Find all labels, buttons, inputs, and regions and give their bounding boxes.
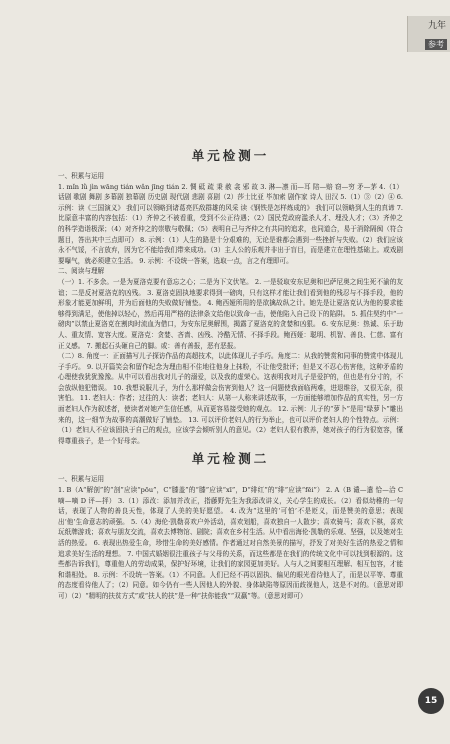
corner-tab xyxy=(407,16,450,52)
page-number-badge: 15 xyxy=(418,688,444,714)
unit1-section2-heading: 二、阅读与理解 xyxy=(58,267,105,276)
page-content xyxy=(58,40,403,602)
corner-tab-bottom: 参考 xyxy=(425,39,447,50)
unit1-section1-text: 1. mǐn lǜ jìn wāng tián wǎn jīng tián 2. 惆 砥 疏 秉 赦 衾 邪 故 3. 淋—凛 而—耳 陪—赔 窃—穷 矛—茅 4.（1）话剧 歌剧 舞剧 多幕剧 独幕剧 历史剧 现代剧 悲剧 喜剧（2）莎士比亚 毕加索 剧作家 诗人 田汉 5.（1）③（2）④ 6. 示例：读《三国演义》 我们可以领略到诸葛亮匹敌群雄的风采 读《钢铁是怎样炼成的》 我们可以领略到人生的真谛 7. 比原意丰富的内容包括：（1）齐仲之不被看重，受到不公正待遇；（2）国民党政府滥杀人才、埋没人才；（3）齐仲之的科学造诣极深；（4）对齐仲之的崇敬与敬佩；（5）表明自己与齐仲之有共同的追求，也同道合，易于消除隔阂（符合题目，答出其中三点即可） 8. 示例：（1）人生的路是十分艰难的，无论是谁都会遇到一些挫折与失败。（2）我们应该永不气馁，不言放弃，因为它不能给我们带来成功。（3）主人公的乐观并非出于盲目，而是建立在理性基础上。或戏剧要曝气，就必须建立生活。 9. 示例：不设统一答案，选取一点，言之有理即可。 xyxy=(58,182,403,265)
unit1-reading-part2: （二）8. 角度一：正面描写儿子探访作品的高超技术，以此体现儿子手巧。角度二：从我的赞赏和同事的赞赏中体现儿子手巧。 9. 以开篇笑会和留作纪念为理由相不住地往他身上抹粉，不让他受批评；但是又不忍心伤害他，这种矛盾的心理使我犹犹豫豫。从中可以看出我对儿子的溺爱，以及我的虚荣心。这表明我对儿子是爱护的，但也是有分寸的，不会放纵他犯错误。 10. 我想说服儿子，为什么那样做会伤害到他人？这一问题使我面临两难，进退维谷，又很无奈，很害怕。 11. 老妇人：作者；过往的人：读者；老妇人：从第一人称来讲述故事，一方面能够增加作品的真实性，另一方面老妇人作为叙述者，使读者对她产生信任感，从而更容易接受她的观点。 12. 示例：儿子的“萝卜”是用“绿萝卜”雕出来的，这一细节为故事的高潮做好了铺垫。 13. 可以评价老妇人的行为举止，也可以评价老妇人的个性特点。示例：（1）老妇人不应该固执于自己的观点，应该学会倾听别人的意见。（2）老妇人很有教养，她对孩子的行为很宽容，懂得尊重孩子，是一个好母亲。 xyxy=(58,352,403,445)
unit1-reading-part1: （一）1. 不多余。一是为夏洛克要有意忘之心；二是为下文伏笔。 2. 一是驳取安东尼奥和巴萨尼奥之间生死不渝的友谊；二是反衬夏洛克的凶残。 3. 夏洛克固执地要求得到一磅肉，只有这样才能让我们看到他的残忍与不择手段，他的形象才能更加鲜明，并为后面他的失败做好铺垫。 4. 鲍西娅所用的是欲擒故纵之计。她先是让夏洛克认为他的要求能够得到满足，使他掉以轻心，然后再用严格的法律条文给他以致命一击，使他陷入自己设下的陷阱。 5. 抓住契约中“一磅肉”以禁止夏洛克在割肉时流血为借口，为安东尼奥解围，揭露了夏洛克的贪婪和凶狠。 6. 安东尼奥：热诚、乐于助人、重友情、宽容大度。夏洛克：贪婪、吝啬、凶残、冷酷无情、不择手段。鲍西娅：聪明、机智、善良、仁慈、富有正义感。 7. 搬起石头砸自己的脚。或：善有善报，恶有恶报。 xyxy=(58,277,403,350)
unit2-section1-text: 1. B（A“解剖”的“剖”应读“pōu”，C“膝盖”的“膝”应读“xī”，D“绯红”的“绯”应读“fēi”） 2. A（B 谴—遣 恰—洽 C 嘀—嘀 D 评—抨） 3.（1）添改：添加并改正，指藤野先生为我添改讲义，关心学生的成长。（2）看似幼稚的一句话，表现了人物的善良天性，体现了人美的美好愿望。 4. 改为“这里的‘可怕’不是贬义，而是赞美的意思；表现出‘他’生命意志的顽强。 5.（4）海伦·凯勒喜欢户外活动，喜欢划船，喜欢独自一人散步；喜欢骑马；喜欢下棋，喜欢玩纸牌游戏；喜欢与朋友交流，喜欢去博物馆、剧院；喜欢在乡村生活。从中看出海伦·凯勒的乐观、坚强，以及她对生活的热爱。 6. 表现出热爱生命，珍惜生命的美好感情。作者通过对自然美景的描写，抒发了对美好生活的热爱之情和追求美好生活的理想。 7. 中国式婚姻很注重孩子与父母的关系，而这些都是在我们的传统文化中可以找到根源的。这些都告诉我们，尊重他人的劳动成果，保护好环境，让我们的家园更加美好。人与人之间要相互理解、相互包容，才能和谐相处。 8. 示例：不设统一答案。（1）不同意。人们已经不再以固执、偏见的眼光看待他人了，而是以平等、尊重的态度看待他人了；（2）同意。如今仍有一些人因他人的外貌、身体缺陷等原因而歧视他人，这是不对的。（意思对即可）（2）“精明的扶贫方式”或“扶人的扶”是一种“扶你能我”“双赢”等。（意思对即可） xyxy=(58,486,403,600)
unit2-title: 单元检测二 xyxy=(191,451,270,467)
unit1-title: 单元检测一 xyxy=(191,148,270,163)
unit1-section1-heading: 一、积累与运用 xyxy=(58,172,105,180)
corner-tab-top: 九年 xyxy=(427,21,446,31)
unit2-section1-heading: 一、积累与运用 xyxy=(58,475,105,484)
